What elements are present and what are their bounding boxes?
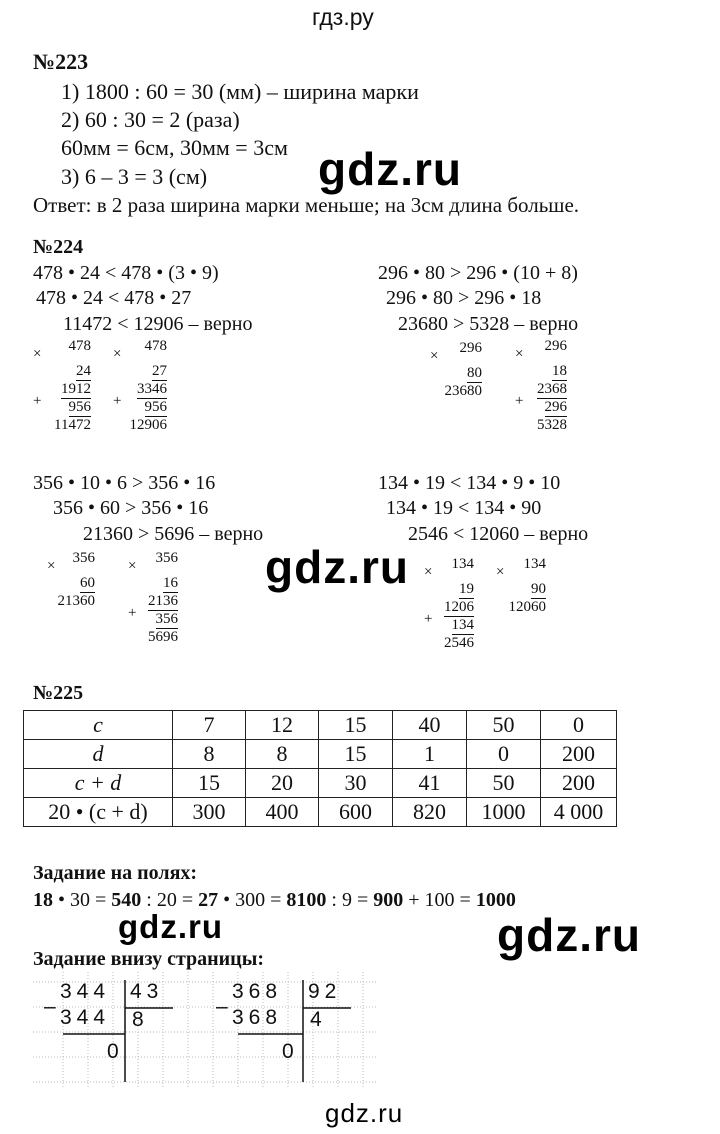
task-223-line: 1) 1800 : 60 = 30 (мм) – ширина марки — [61, 79, 419, 104]
times-sign: × — [33, 346, 42, 362]
times-sign: × — [515, 346, 524, 362]
minus-sign: – — [44, 995, 56, 1018]
plus-sign: + — [515, 393, 524, 409]
expr-line: 21360 > 5696 – верно — [83, 523, 264, 545]
plus-sign: + — [128, 605, 137, 621]
division-quotient: 4 — [310, 1008, 322, 1031]
column-multiplication: × 296 18 2368 + 296 5328 — [515, 338, 567, 433]
division-dividend: 344 — [60, 980, 111, 1003]
watermark: gdz.ru — [318, 143, 462, 195]
column-multiplication: × 134 19 1206 + 134 2546 — [424, 556, 474, 651]
task-223-line: 3) 6 – 3 = 3 (см) — [61, 164, 208, 189]
plus-sign: + — [113, 393, 122, 409]
watermark: gdz.ru — [265, 541, 409, 593]
minus-sign: – — [216, 995, 228, 1018]
expr-line: 134 • 19 < 134 • 90 — [386, 497, 542, 519]
task-225-title: №225 — [33, 682, 84, 704]
expr-line: 356 • 60 > 356 • 16 — [53, 497, 209, 519]
table-row: c + d 15 20 30 41 50 200 — [24, 769, 617, 798]
task-223-line: 2) 60 : 30 = 2 (раза) — [61, 107, 240, 132]
expr-line: 2546 < 12060 – верно — [408, 523, 589, 545]
margin-task-title: Задание на полях: — [33, 862, 198, 884]
times-sign: × — [47, 558, 56, 574]
column-multiplication: × 478 27 3346 + 956 12906 — [113, 338, 167, 433]
watermark: gdz.ru — [497, 909, 641, 961]
column-multiplication: × 296 80 23680 — [430, 340, 482, 399]
division-quotient: 8 — [132, 1008, 144, 1031]
watermark: gdz.ru — [118, 908, 223, 945]
plus-sign: + — [33, 393, 42, 409]
division-subtrahend: 368 — [232, 1006, 283, 1029]
expr-line: 23680 > 5328 – верно — [398, 313, 579, 335]
division-dividend: 368 — [232, 980, 283, 1003]
site-header[interactable]: гдз.ру — [312, 4, 374, 30]
expr-line: 11472 < 12906 – верно — [63, 313, 253, 335]
margin-task-chain: 18 • 30 = 540 : 20 = 27 • 300 = 8100 : 9 = 900 + 100 = 1000 — [33, 889, 516, 911]
table-row: d 8 8 15 1 0 200 — [24, 740, 617, 769]
times-sign: × — [424, 564, 433, 580]
column-multiplication: × 356 60 21360 — [47, 550, 95, 609]
task-223-title: №223 — [33, 49, 89, 74]
column-multiplication: × 478 24 1912 + 956 11472 — [33, 338, 91, 433]
expr-line: 296 • 80 > 296 • 18 — [386, 287, 542, 309]
times-sign: × — [430, 348, 439, 364]
task-223-line: 60мм = 6см, 30мм = 3см — [61, 135, 288, 160]
task-224-title: №224 — [33, 236, 84, 258]
table-row: 20 • (c + d) 300 400 600 820 1000 4 000 — [24, 798, 617, 827]
column-multiplication: × 134 90 12060 — [496, 556, 546, 615]
values-table — [23, 710, 617, 827]
expr-line: 296 • 80 > 296 • (10 + 8) — [378, 262, 578, 284]
column-multiplication: × 356 16 2136 + 356 5696 — [128, 550, 178, 645]
expr-line: 478 • 24 < 478 • (3 • 9) — [33, 262, 219, 284]
division-remainder: 0 — [282, 1040, 294, 1063]
bottom-task-title: Задание внизу страницы: — [33, 948, 264, 970]
expr-line: 134 • 19 < 134 • 9 • 10 — [378, 472, 561, 494]
watermark: gdz.ru — [325, 1098, 404, 1128]
division-subtrahend: 344 — [60, 1006, 111, 1029]
times-sign: × — [128, 558, 137, 574]
table-row: c 7 12 15 40 50 0 — [24, 711, 617, 740]
plus-sign: + — [424, 611, 433, 627]
times-sign: × — [496, 564, 505, 580]
division-remainder: 0 — [107, 1040, 119, 1063]
times-sign: × — [113, 346, 122, 362]
expr-line: 478 • 24 < 478 • 27 — [36, 287, 192, 309]
division-divisor: 92 — [308, 980, 342, 1003]
expr-line: 356 • 10 • 6 > 356 • 16 — [33, 472, 216, 494]
task-223-answer: Ответ: в 2 раза ширина марки меньше; на 3см длина больше. — [33, 193, 580, 217]
division-divisor: 43 — [130, 980, 164, 1003]
